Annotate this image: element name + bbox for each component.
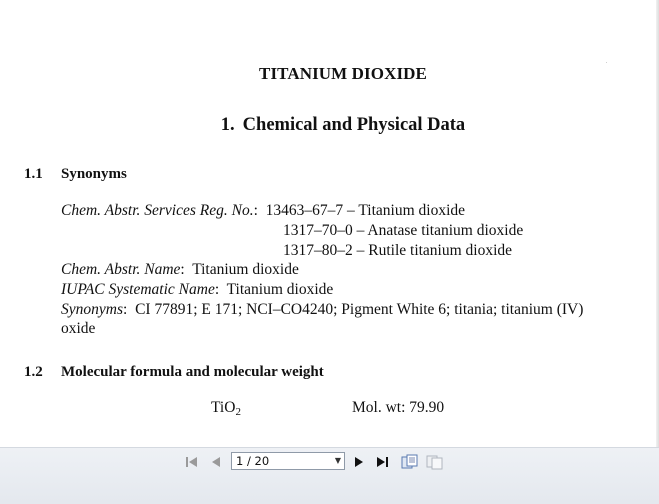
synonyms-line bbox=[61, 320, 95, 338]
cas-line bbox=[283, 242, 512, 260]
section-heading bbox=[0, 115, 659, 136]
cas-entry: 1317–70–0 – Anatase titanium dioxide bbox=[283, 222, 524, 239]
subsection-heading bbox=[24, 166, 127, 183]
synonyms-value-continued: oxide bbox=[61, 320, 96, 337]
section-title: Chemical and Physical Data bbox=[242, 115, 466, 135]
subsection-title: Synonyms bbox=[61, 166, 127, 182]
synonyms-label: Synonyms bbox=[61, 301, 123, 318]
last-page-icon[interactable] bbox=[374, 454, 392, 470]
subsection-number: 1.1 bbox=[24, 166, 43, 182]
iupac-name-label: IUPAC Systematic Name bbox=[61, 281, 215, 298]
synonyms-value: CI 77891; E 171; NCI–CO4240; Pigment White 6; titania; titanium (IV) bbox=[135, 301, 584, 318]
molecular-formula bbox=[211, 399, 241, 418]
formula-subscript: 2 bbox=[235, 406, 241, 418]
page-number-select[interactable] bbox=[231, 452, 345, 470]
next-page-icon[interactable] bbox=[350, 454, 368, 470]
chevron-down-icon: ▼ bbox=[334, 456, 341, 465]
chem-abstr-name-label: Chem. Abstr. Name bbox=[61, 261, 181, 278]
fit-page-icon[interactable] bbox=[401, 454, 419, 470]
iupac-name-line: IUPAC Systematic Name: Titanium dioxide bbox=[61, 281, 334, 298]
synonyms-line: Synonyms: CI 77891; E 171; NCI–CO4240; Pigment White 6; titania; titanium (IV) bbox=[61, 301, 584, 318]
page-indicator: 1 / 20 bbox=[236, 454, 270, 468]
cas-entry: 1317–80–2 – Rutile titanium dioxide bbox=[283, 242, 513, 259]
chem-abstr-name-value: Titanium dioxide bbox=[192, 261, 299, 278]
molecular-weight: Mol. wt: 79.90 bbox=[352, 399, 445, 416]
page-speck bbox=[606, 62, 607, 63]
cas-line bbox=[283, 222, 523, 240]
prev-page-icon[interactable] bbox=[207, 454, 225, 470]
subsection-number: 1.2 bbox=[24, 364, 43, 380]
subsection-heading bbox=[24, 364, 324, 381]
first-page-icon[interactable] bbox=[183, 454, 201, 470]
subsection-title: Molecular formula and molecular weight bbox=[61, 364, 324, 380]
cas-label: Chem. Abstr. Services Reg. No. bbox=[61, 202, 254, 219]
chem-abstr-name-line: Chem. Abstr. Name: Titanium dioxide bbox=[61, 261, 299, 278]
copy-icon[interactable] bbox=[426, 454, 444, 470]
section-number: 1. bbox=[220, 115, 235, 135]
cas-line: Chem. Abstr. Services Reg. No.: 13463–67–7 – Titanium dioxide bbox=[61, 202, 466, 219]
formula-base: TiO bbox=[211, 399, 236, 416]
document-title: TITANIUM DIOXIDE bbox=[259, 64, 427, 83]
cas-entry: 13463–67–7 – Titanium dioxide bbox=[265, 202, 466, 219]
iupac-name-value: Titanium dioxide bbox=[226, 281, 334, 298]
